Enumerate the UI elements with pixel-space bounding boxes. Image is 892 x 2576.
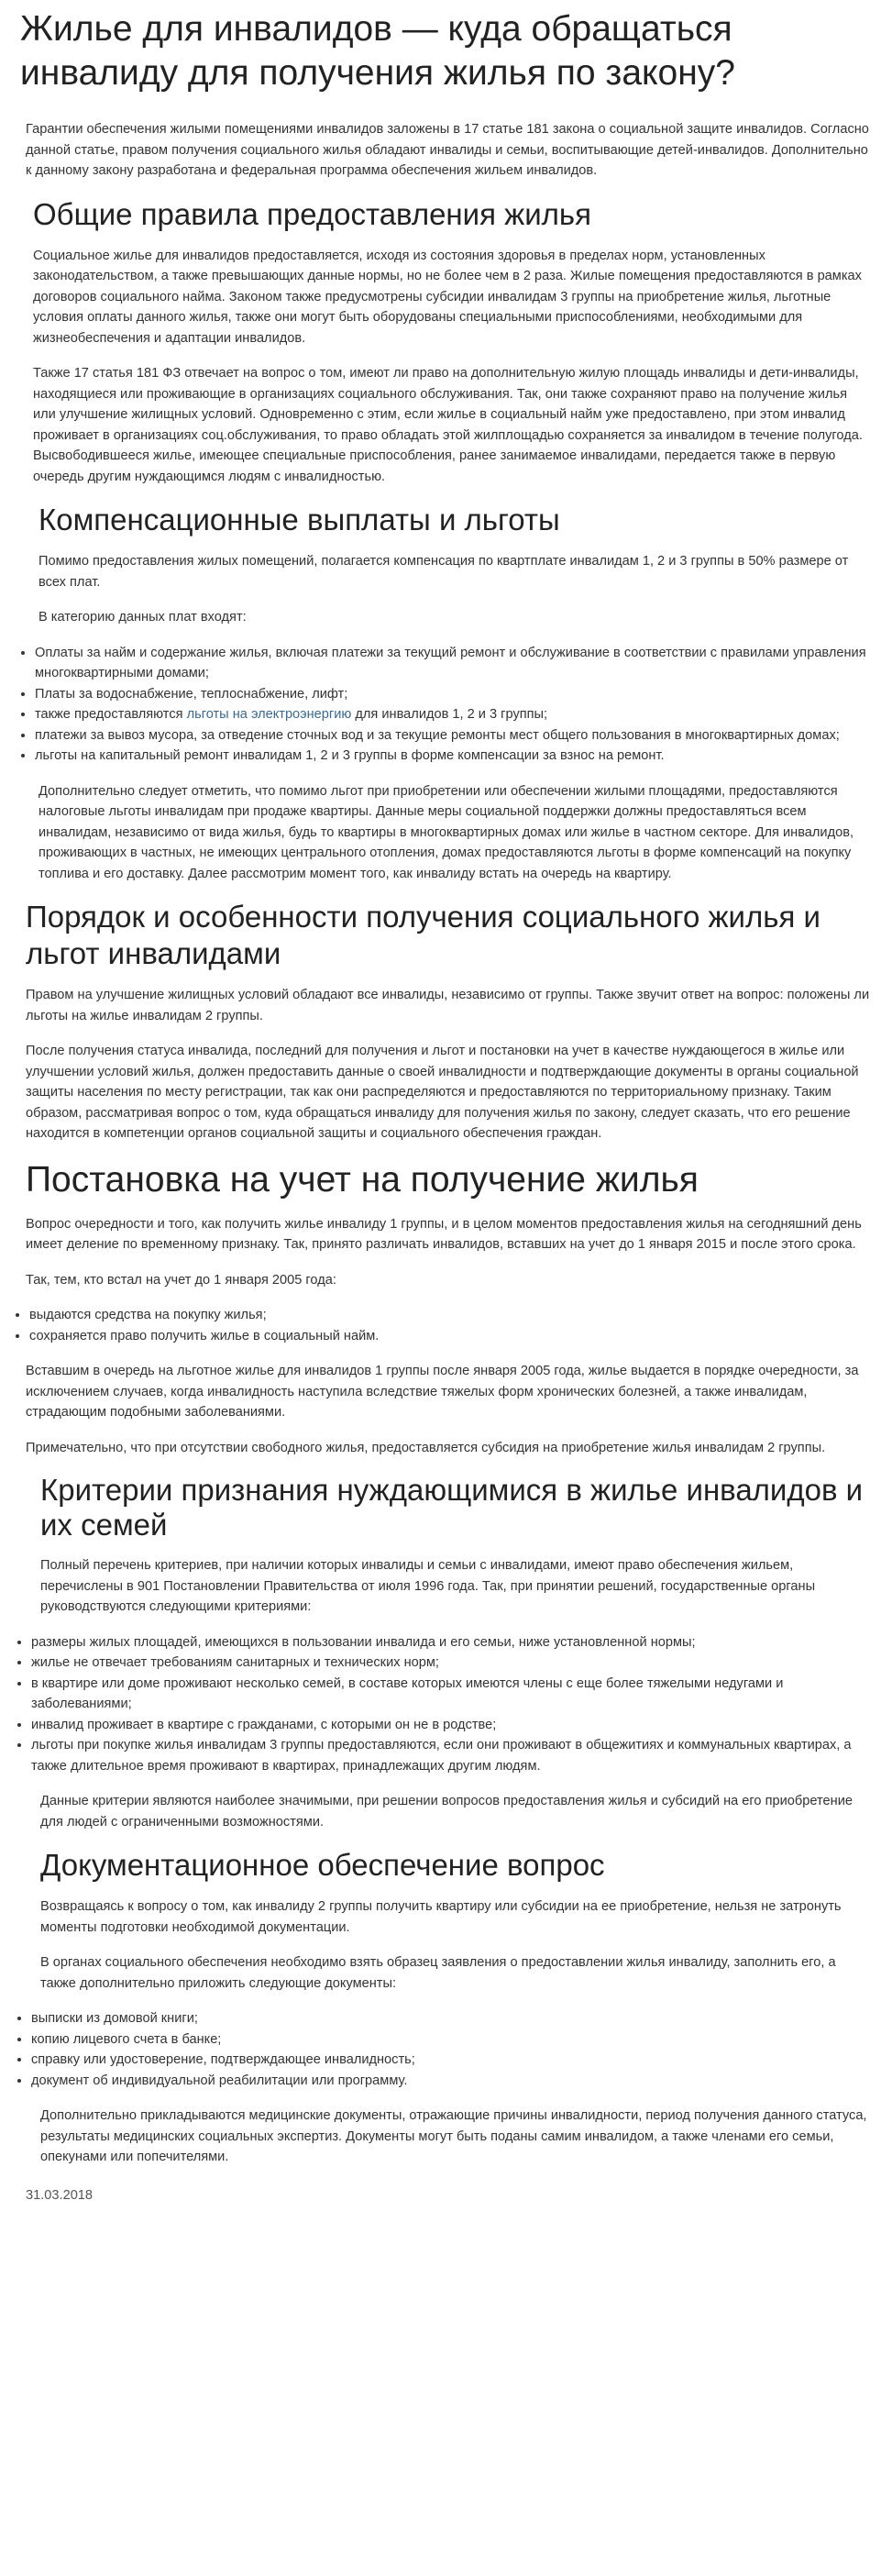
- section-heading: Порядок и особенности получения социального жилья и льгот инвалидами: [26, 900, 820, 970]
- paragraph: Помимо предоставления жилых помещений, полагается компенсация по квартплате инвалидам 1, 2 и 3 группы в 50% размере от всех плат.: [39, 554, 849, 590]
- documents-list: [18, 2008, 872, 2091]
- section-heading: Компенсационные выплаты и льготы: [39, 503, 560, 536]
- list-item-text: также предоставляются: [35, 707, 187, 722]
- list-item: • выдаются средства на покупку жилья;: [29, 1305, 872, 1326]
- list-item: • справку или удостоверение, подтверждающее инвалидность;: [31, 2050, 872, 2071]
- list-item: • сохраняется право получить жилье в социальный найм.: [29, 1326, 872, 1347]
- section-registration: [26, 1159, 872, 1459]
- paragraph: В органах социального обеспечения необходимо взять образец заявления о предоставлении жилья инвалиду, заполнить его, а также дополнительно приложить следующие документы:: [40, 1955, 836, 1991]
- paragraph: Так, тем, кто встал на учет до 1 января 2005 года:: [26, 1272, 336, 1288]
- intro-paragraph: Гарантии обеспечения жилыми помещениями инвалидов заложены в 17 статье 181 закона о социальной защите инвалидов. Согласно данной статье, правом получения социального жилья обладают инвалиды и семьи, воспитывающие детей-инвалидов. Дополнительно к данному закону разработана и федеральная программа обеспечения жильем инвалидов.: [26, 122, 869, 178]
- list-item: • льготы при покупке жилья инвалидам 3 группы предоставляются, если они проживают в общежитиях и коммунальных квартирах, а также длительное время проживают в квартирах, принадлежащих другим людям.: [31, 1735, 872, 1776]
- paragraph: Дополнительно следует отметить, что помимо льгот при приобретении или обеспечении жилыми площадями, предоставляются налоговые льготы инвалидам при продаже квартиры. Данные меры социальной поддержки должны предоставляться всем инвалидам, независимо от вида жилья, будь то квартиры в многоквартирных домах или жилье в частном секторе. Для инвалидов, проживающих в частных, не имеющих центрального отопления, домах предоставляются льготы в форме компенсаций на покупку топлива и его доставку. Далее рассмотрим момент того, как инвалиду встать на очередь на квартиру.: [39, 783, 854, 881]
- section-heading: Документационное обеспечение вопрос: [40, 1848, 605, 1882]
- paragraph: Примечательно, что при отсутствии свободного жилья, предоставляется субсидия на приобретение жилья инвалидам 2 группы.: [26, 1440, 826, 1455]
- section-criteria: [31, 1473, 872, 1832]
- list-item: [35, 704, 872, 725]
- section-documents: [31, 1847, 872, 2168]
- section-heading: Постановка на учет на получение жилья: [26, 1159, 699, 1200]
- section-heading: Общие правила предоставления жилья: [33, 196, 591, 231]
- paragraph: Возвращаясь к вопросу о том, как инвалиду 2 группы получить квартиру или субсидии на ее приобретение, нельзя не затронуть моменты подготовки необходимой документации.: [40, 1899, 842, 1935]
- section-compensation: [35, 502, 872, 884]
- paragraph: Дополнительно прикладываются медицинские документы, отражающие причины инвалидности, период получения данного статуса, результаты медицинских социальных экспертиз. Документы могут быть поданы самим инвалидом, а также членами его семьи, опекунами или попечителями.: [40, 2108, 867, 2164]
- list-item: • Оплаты за найм и содержание жилья, включая платежи за текущий ремонт и обслуживание в соответствии с правилами управления многоквартирными домами;: [35, 643, 872, 684]
- section-heading: Критерии признания нуждающимися в жилье инвалидов и их семей: [40, 1473, 864, 1542]
- list-item-text: для инвалидов 1, 2 и 3 группы;: [351, 707, 548, 722]
- list-item: • копию лицевого счета в банке;: [31, 2029, 872, 2051]
- list-item: • Платы за водоснабжение, теплоснабжение, лифт;: [35, 684, 872, 705]
- list-item: • документ об индивидуальной реабилитации или программу.: [31, 2071, 872, 2092]
- paragraph: Социальное жилье для инвалидов предоставляется, исходя из состояния здоровья в пределах норм, установленных законодательством, а также превышающих данные нормы, но не более чем в 2 раза. Жилые помещения предоставляются в рамках договоров социального найма. Законом также предусмотрены субсидии инвалидам 3 группы на приобретение жилья, льготные условия оплаты данного жилья, также они могут быть оборудованы специальными приспособлениями, необходимыми для жизнеобеспечения и адаптации инвалидов.: [33, 248, 862, 346]
- paragraph: Данные критерии являются наиболее значимыми, при решении вопросов предоставления жилья и субсидий на его приобретение для людей с ограниченными возможностями.: [40, 1794, 853, 1830]
- list-item: • жилье не отвечает требованиям санитарных и технических норм;: [31, 1653, 872, 1674]
- payments-list: [22, 643, 872, 767]
- criteria-list: [18, 1632, 872, 1777]
- intro-section: [26, 119, 872, 182]
- list-item: • платежи за вывоз мусора, за отведение сточных вод и за текущие ремонты мест общего пользования в многоквартирных домах;: [35, 725, 872, 746]
- list-item: • в квартире или доме проживают несколько семей, в составе которых имеются члены с еще более тяжелыми недугами и заболеваниями;: [31, 1674, 872, 1715]
- paragraph: Полный перечень критериев, при наличии которых инвалиды и семьи с инвалидами, имеют право обеспечения жильем, перечислены в 901 Постановлении Правительства от июля 1996 года. Так, при принятии решений, государственные органы руководствуются следующими критериями:: [40, 1558, 816, 1614]
- paragraph: В категорию данных плат входят:: [39, 610, 247, 625]
- section-general-rules: [33, 196, 872, 488]
- list-item: • размеры жилых площадей, имеющихся в пользовании инвалида и его семьи, ниже установленной нормы;: [31, 1632, 872, 1653]
- paragraph: Вопрос очередности и того, как получить жилье инвалиду 1 группы, и в целом моментов предоставления жилья на сегодняшний день имеет деление по временному признаку. Так, принято различать инвалидов, вставших на учет до 1 января 2015 и после этого срока.: [26, 1216, 862, 1252]
- list-item: • выписки из домовой книги;: [31, 2008, 872, 2029]
- paragraph: Правом на улучшение жилищных условий обладают все инвалиды, независимо от группы. Также звучит ответ на вопрос: положены ли льготы на жилье инвалидам 2 группы.: [26, 988, 870, 1023]
- paragraph: Также 17 статья 181 ФЗ отвечает на вопрос о том, имеют ли право на дополнительную жилую площадь инвалиды и дети-инвалиды, находящиеся или проживающие в организациях социального обслуживания. Так, они также сохраняют право на получение жилья или улучшение жилищных условий. Одновременно с этим, если жилье в социальный найм уже предоставлено, при этом инвалид проживает в организациях соц.обслуживания, то право обладать этой жилплощадью сохраняется за инвалидом в течение полугода. Высвободившееся жилье, имеющее специальные приспособления, ранее занимаемое инвалидами, передается также в первую очередь другим нуждающимся людям с инвалидностью.: [33, 366, 863, 484]
- publish-date: 31.03.2018: [26, 2187, 94, 2203]
- before-2005-list: [17, 1305, 872, 1346]
- list-item: • льготы на капитальный ремонт инвалидам 1, 2 и 3 группы в форме компенсации за взнос на ремонт.: [35, 746, 872, 767]
- list-item: • инвалид проживает в квартире с гражданами, с которыми он не в родстве;: [31, 1715, 872, 1736]
- page-title: Жилье для инвалидов — куда обращаться инвалиду для получения жилья по закону?: [20, 9, 735, 93]
- paragraph: После получения статуса инвалида, последний для получения и льгот и постановки на учет в качестве нуждающегося в жилье или улучшении условий жилья, должен предоставить данные о своей инвалидности и подтверждающие документы в органы социальной защиты населения по месту регистрации, так как они распределяются и предоставляются по территориальному признаку. Таким образом, рассматривая вопрос о том, куда обращаться инвалиду для получения жилья по закону, следует сказать, что его решение находится в компетенции органов социальной защиты и социального обеспечения граждан.: [26, 1044, 859, 1141]
- section-procedure: [26, 899, 872, 1144]
- paragraph: Вставшим в очередь на льготное жилье для инвалидов 1 группы после января 2005 года, жилье выдается в порядке очередности, за исключением случаев, когда инвалидность наступила вследствие тяжелых форм хронических болезней, а также инвалидам, страдающим подобными заболеваниями.: [26, 1364, 859, 1420]
- electricity-benefits-link[interactable]: льготы на электроэнергию: [186, 707, 352, 722]
